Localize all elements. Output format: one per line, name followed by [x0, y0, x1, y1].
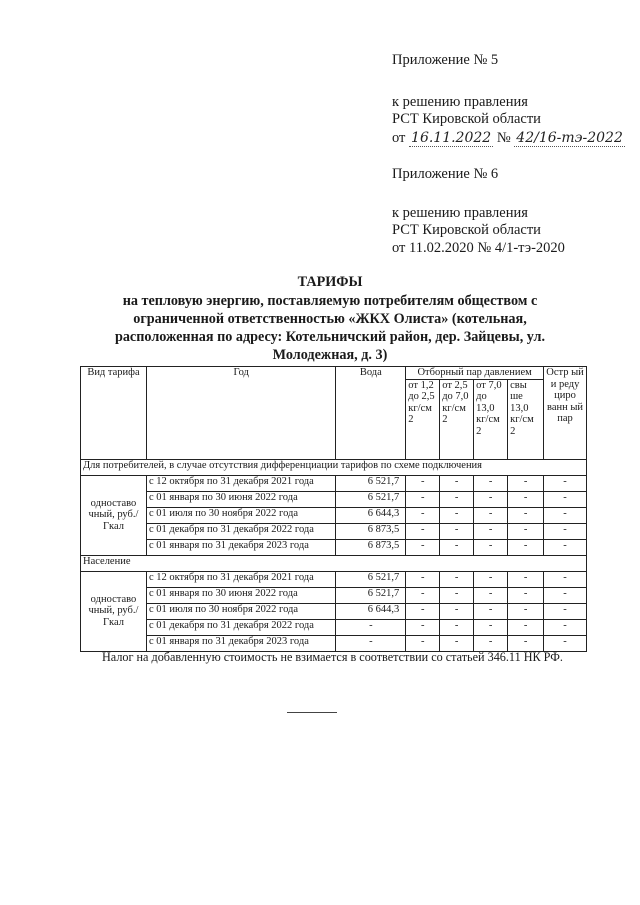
- steam-cell: -: [508, 587, 544, 603]
- steam-cell: -: [440, 587, 474, 603]
- steam-cell: -: [406, 539, 440, 555]
- steam-cell: -: [508, 523, 544, 539]
- end-rule: [287, 712, 337, 713]
- steam-cell: -: [406, 571, 440, 587]
- steam-cell: -: [474, 619, 508, 635]
- steam-cell: -: [474, 603, 508, 619]
- steam-cell: -: [474, 491, 508, 507]
- steam-cell: -: [406, 475, 440, 491]
- steam-cell: -: [508, 635, 544, 651]
- period-cell: с 01 января по 31 декабря 2023 года: [146, 635, 335, 651]
- appendix5-date: 16.11.2022: [411, 130, 492, 146]
- steam-cell: -: [440, 491, 474, 507]
- period-cell: с 12 октября по 31 декабря 2021 года: [146, 475, 335, 491]
- sharp-cell: -: [544, 523, 587, 539]
- water-cell: 6 873,5: [336, 523, 406, 539]
- steam-cell: -: [440, 635, 474, 651]
- appendix6-line1: к решению правления: [392, 205, 528, 221]
- water-cell: -: [336, 619, 406, 635]
- sharp-cell: -: [544, 635, 587, 651]
- header-sharp-steam: Остр ый и реду циро ванн ый пар: [544, 367, 587, 460]
- sharp-cell: -: [544, 507, 587, 523]
- water-cell: 6 521,7: [336, 587, 406, 603]
- appendix5-line2: РСТ Кировской области: [392, 111, 541, 127]
- period-cell: с 01 июля по 30 ноября 2022 года: [146, 507, 335, 523]
- appendix6-line2: РСТ Кировской области: [392, 222, 541, 238]
- water-cell: 6 521,7: [336, 491, 406, 507]
- water-cell: 6 521,7: [336, 475, 406, 491]
- steam-cell: -: [440, 507, 474, 523]
- steam-cell: -: [508, 491, 544, 507]
- steam-cell: -: [440, 523, 474, 539]
- heading-line3: расположенная по адресу: Котельничский район, дер. Зайцевы, ул.: [114, 329, 546, 345]
- appendix5-number-label: №: [496, 130, 511, 146]
- period-cell: с 01 января по 30 июня 2022 года: [146, 587, 335, 603]
- steam-cell: -: [474, 539, 508, 555]
- steam-cell: -: [508, 475, 544, 491]
- appendix5-line3: [392, 130, 625, 147]
- heading-line4: Молодежная, д. 3): [272, 347, 388, 363]
- steam-cell: -: [474, 587, 508, 603]
- period-cell: с 01 декабря по 31 декабря 2022 года: [146, 619, 335, 635]
- sharp-cell: -: [544, 587, 587, 603]
- steam-cell: -: [508, 603, 544, 619]
- period-cell: с 01 января по 31 декабря 2023 года: [146, 539, 335, 555]
- appendix5-line1: к решению правления: [392, 94, 528, 110]
- sharp-cell: -: [544, 571, 587, 587]
- steam-cell: -: [440, 539, 474, 555]
- section-label: Для потребителей, в случае отсутствия дифференциации тарифов по схеме подключения: [81, 459, 587, 475]
- steam-cell: -: [508, 539, 544, 555]
- period-cell: с 01 января по 30 июня 2022 года: [146, 491, 335, 507]
- steam-cell: -: [474, 571, 508, 587]
- steam-cell: -: [406, 507, 440, 523]
- sharp-cell: -: [544, 619, 587, 635]
- appendix5-title: Приложение № 5: [392, 52, 499, 68]
- steam-cell: -: [474, 475, 508, 491]
- steam-cell: -: [508, 619, 544, 635]
- steam-cell: -: [508, 571, 544, 587]
- steam-cell: -: [474, 523, 508, 539]
- steam-cell: -: [440, 571, 474, 587]
- steam-cell: -: [406, 603, 440, 619]
- appendix5-number: 42/16-тэ-2022: [516, 130, 623, 146]
- heading-line1: на тепловую энергию, поставляемую потребителям обществом с: [122, 293, 538, 309]
- steam-cell: -: [440, 603, 474, 619]
- header-year: Год: [146, 367, 335, 460]
- header-steam: Отборный пар давлением: [406, 367, 544, 380]
- period-cell: с 12 октября по 31 декабря 2021 года: [146, 571, 335, 587]
- steam-cell: -: [406, 491, 440, 507]
- header-steam-1: от 1,2 до 2,5 кг/см 2: [406, 379, 440, 459]
- water-cell: 6 644,3: [336, 507, 406, 523]
- header-steam-3: от 7,0 до 13,0 кг/см 2: [474, 379, 508, 459]
- steam-cell: -: [474, 635, 508, 651]
- header-steam-2: от 2,5 до 7,0 кг/см 2: [440, 379, 474, 459]
- steam-cell: -: [508, 507, 544, 523]
- section-label: Население: [81, 555, 587, 571]
- document-title: ТАРИФЫ: [297, 274, 363, 290]
- tariff-type-cell: одноставо чный, руб./Гкал: [81, 571, 147, 651]
- period-cell: с 01 декабря по 31 декабря 2022 года: [146, 523, 335, 539]
- appendix6-line3: от 11.02.2020 № 4/1-тэ-2020: [392, 240, 565, 256]
- header-tariff-type: Вид тарифа: [81, 367, 147, 460]
- water-cell: -: [336, 635, 406, 651]
- sharp-cell: -: [544, 475, 587, 491]
- steam-cell: -: [406, 523, 440, 539]
- appendix6-title: Приложение № 6: [392, 166, 499, 182]
- water-cell: 6 873,5: [336, 539, 406, 555]
- header-water: Вода: [336, 367, 406, 460]
- sharp-cell: -: [544, 491, 587, 507]
- steam-cell: -: [406, 587, 440, 603]
- header-steam-4: свы ше 13,0 кг/см 2: [508, 379, 544, 459]
- vat-note: Налог на добавленную стоимость не взимается в соответствии со статьей 346.11 НК РФ.: [102, 650, 563, 664]
- steam-cell: -: [406, 635, 440, 651]
- heading-line2: ограниченной ответственностью «ЖКХ Олиста» (котельная,: [133, 311, 527, 327]
- water-cell: 6 521,7: [336, 571, 406, 587]
- tariff-table: [80, 366, 587, 652]
- steam-cell: -: [440, 475, 474, 491]
- appendix5-from-label: от: [392, 130, 406, 146]
- period-cell: с 01 июля по 30 ноября 2022 года: [146, 603, 335, 619]
- sharp-cell: -: [544, 539, 587, 555]
- steam-cell: -: [406, 619, 440, 635]
- water-cell: 6 644,3: [336, 603, 406, 619]
- sharp-cell: -: [544, 603, 587, 619]
- steam-cell: -: [440, 619, 474, 635]
- steam-cell: -: [474, 507, 508, 523]
- tariff-type-cell: одноставо чный, руб./Гкал: [81, 475, 147, 555]
